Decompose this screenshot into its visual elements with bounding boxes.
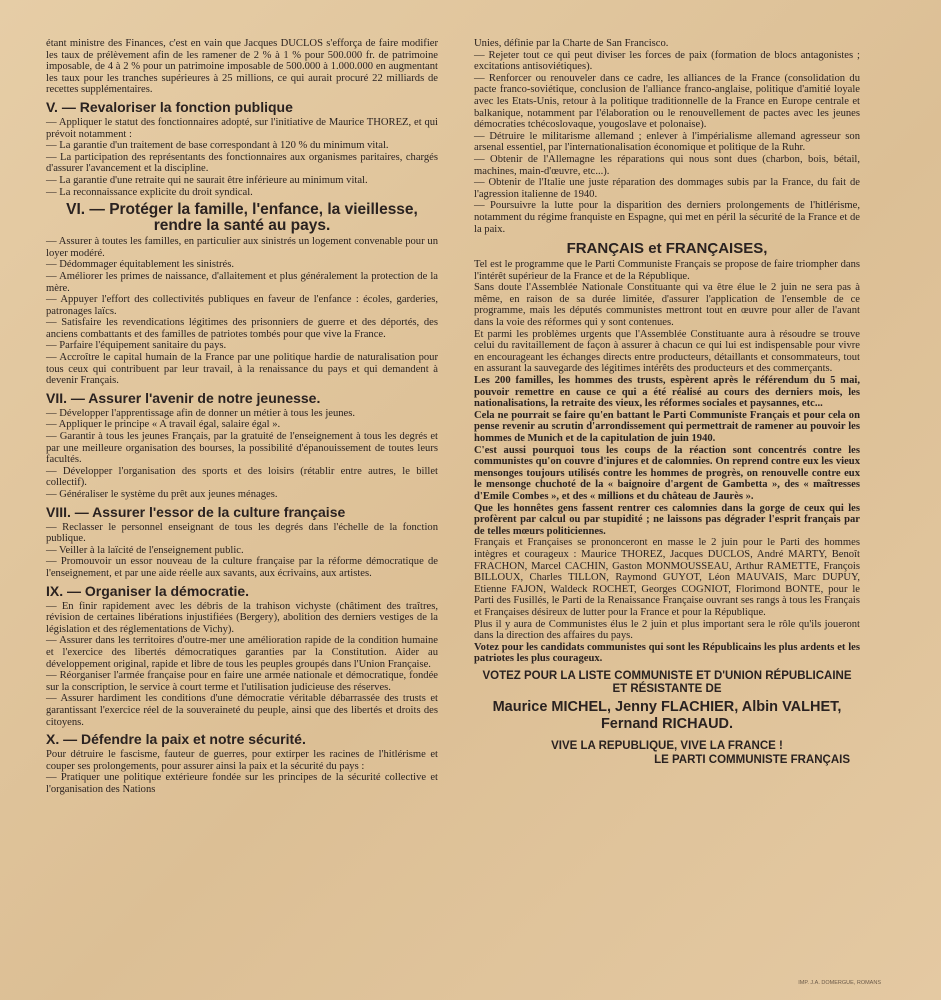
section-7-item: — Généraliser le système du prêt aux jeunes ménages. <box>46 489 278 500</box>
section-6-item: — Dédommager équitablement les sinistrés. <box>46 259 234 271</box>
bold-paragraph: Cela ne pourrait se faire qu'en battant le Parti Communiste Français et pour cela on pense revenir au scrutin d'arrondissement qui permettrait de ramener au pouvoir les hommes de Munich et de la capitulation de juin 1940. <box>474 409 860 444</box>
peace-item: — Obtenir de l'Italie une juste réparation des dommages subis par la France, du fait de l'agression italienne de 1940. <box>474 177 860 200</box>
section-5-item: — La participation des représentants des fonctionnaires aux organismes paritaires, chargés d'assurer l'avancement et la discipline. <box>46 151 438 175</box>
section-9-item: — En finir rapidement avec les débris de la trahison vichyste (châtiment des traîtres, révision de certaines libérations injustifiées (Bergery), abolition des derniers vestiges de la législation et des réglementations de Vichy). <box>46 600 438 635</box>
section-9-item: — Réorganiser l'armée française pour en faire une armée nationale et démocratique, fondée sur la conscription, le service à court terme et l'utilisation judicieuse des réserves. <box>46 670 438 693</box>
section-9-item: — Assurer dans les territoires d'outre-mer une amélioration rapide de la condition humaine et l'exercice des libertés démocratiques garanties par la Constitution. Aider au développement original, rapide et libre de tous les peuples groupés dans l'Union Française. <box>46 635 438 670</box>
section-6-item: — Parfaire l'équipement sanitaire du pays. <box>46 340 227 352</box>
section-8-title: VIII. — Assurer l'essor de la culture française <box>46 503 346 520</box>
peace-item: — Détruire le militarisme allemand ; enlever à l'impérialisme allemand agresseur son arsenal essentiel, par l'internationalisation économique et politique de la Ruhr. <box>474 130 860 154</box>
candidate-names: Maurice MICHEL, Jenny FLACHIER, Albin VALHET, Fernand RICHAUD. <box>492 698 842 732</box>
section-6-title: VI. — Protéger la famille, l'enfance, la vieillesse, rendre la santé au pays. <box>66 201 418 235</box>
section-9-item: — Assurer hardiment les conditions d'une démocratie véritable débarrassée des trusts et garantissant l'exercice réel de la souveraineté du peuple, ainsi que des libertés et droits des citoyens. <box>46 693 438 728</box>
section-8-item: — Veiller à la laïcité de l'enseignement public. <box>46 544 244 556</box>
appeal-heading: FRANÇAIS et FRANÇAISES, <box>566 240 768 258</box>
section-6-item: — Satisfaire les revendications légitimes des prisonniers de guerre et des déportés, des anciens combattants et des familles de patriotes tombés pour que vive la France. <box>46 317 438 340</box>
section-10-item: Pour détruire le fascisme, fauteur de guerres, pour extirper les racines de l'hitlérisme et couper ses prolongements, pour assurer ainsi la paix et la sécurité du pays : <box>46 749 438 772</box>
vote-paragraph: Votez pour les candidats communistes qui sont les Républicains les plus ardents et les patriotes les plus courageux. <box>474 641 860 665</box>
section-10-title: X. — Défendre la paix et notre sécurité. <box>46 731 306 748</box>
bold-paragraph: Que les honnêtes gens fassent rentrer ces calomnies dans la gorge de ceux qui les profèrent par calcul ou par stupidité ; ne laissons pas dégrader l'esprit français par de telles mœurs politiciennes. <box>474 502 860 537</box>
peace-item: — Obtenir de l'Allemagne les réparations qui nous sont dues (charbon, bois, bétail, machines, main-d'œuvre, etc...). <box>474 153 860 177</box>
printer-imprint: IMP. J.A. DOMERGUE, ROMANS <box>798 980 881 986</box>
section-8-item: — Reclasser le personnel enseignant de tous les degrés dans l'échelle de la fonction publique. <box>46 521 438 545</box>
peace-item: — Rejeter tout ce qui peut diviser les forces de paix (formation de blocs antagonistes ; excitations antisoviétiques). <box>474 49 860 73</box>
appeal-paragraph: Et parmi les problèmes urgents que l'Assemblée Constituante aura à résoudre se trouve celui du ravitaillement de façon à assurer à chacun ce qui lui est indispensable pour vivre en encourageant les échanges directs entre producteurs, détaillants et consommateurs, tout en assurant la sauvegarde des légitimes intérêts des producteurs et des commerçants. <box>474 328 860 375</box>
section-7-item: — Garantir à tous les jeunes Français, par la gratuité de l'enseignement à tous les degrés et par une meilleure organisation des bourses, la possibilité d'épanouissement de toutes leurs facultés. <box>46 431 438 466</box>
section-7-item: — Développer l'organisation des sports et des loisirs (rétablir entre autres, le billet collectif). <box>46 465 438 489</box>
peace-item: — Poursuivre la lutte pour la disparition des derniers prolongements de l'hitlérisme, notamment du régime franquiste en Espagne, qui met en péril la sécurité de la France et de la paix. <box>474 200 860 235</box>
section-6-item: — Accroître le capital humain de la France par une politique hardie de naturalisation pour tous ceux qui contribuent par leur travail, à la renaissance du pays et qui demandent à devenir Français. <box>46 352 438 387</box>
section-5-item: — La reconnaissance explicite du droit syndical. <box>46 186 253 198</box>
party-signature: LE PARTI COMMUNISTE FRANÇAIS <box>654 753 850 766</box>
section-6-item: — Appuyer l'effort des collectivités publiques en faveur de l'enfance : écoles, garderies, patronages laïcs. <box>46 294 438 317</box>
section-7-item: — Développer l'apprentissage afin de donner un métier à tous les jeunes. <box>46 407 356 419</box>
peace-item: — Renforcer ou renouveler dans ce cadre, les alliances de la France (consolidation du pacte franco-soviétique, conclusion de l'alliance franco-anglaise, politique d'amitié loyale avec les Etats-Unis, retour à la politique traditionnelle de la France en Europe centrale et balkanique, notamment par l'élaboration ou le renouvellement de pactes avec les jeunes démocraties tchécoslovaque, yougoslave et polonaise). <box>474 72 860 131</box>
candidates-paragraph: Français et Françaises se prononceront en masse le 2 juin pour le Parti des hommes intègres et courageux : Maurice THOREZ, Jacques DUCLOS, André MARTY, Benoît FRACHON, Marcel CACHIN, Gaston MONMOUSSEAU, Arthur RAMETTE, François BILLOUX, Charles TILLON, Raymond GUYOT, Léon MAUVAIS, Marc DUPUY, Etienne FAJON, Waldeck ROCHET, Georges COGNIOT, Florimond BONTE, pour le Parti des Fusillés, le Parti de la Renaissance Française ouvrant ses rangs à tous les Français et Françaises désireux de lutter pour la France et pour la République. <box>474 537 860 618</box>
section-6-item: — Assurer à toutes les familles, en particulier aux sinistrés un logement convenable pour un loyer modéré. <box>46 236 438 259</box>
section-7-item: — Appliquer le principe « A travail égal, salaire égal ». <box>46 419 281 431</box>
section-10-item: — Pratiquer une politique extérieure fondée sur les principes de la sécurité collective et l'organisation des Nations <box>46 772 438 795</box>
bold-paragraph: Les 200 familles, les hommes des trusts, espèrent après le référendum du 5 mai, pouvoir remettre en cause ce qui a été réalisé au cours des derniers mois, les nationalisations, la retraite des vieux, les réformes sociales et paysannes, etc... <box>474 375 860 410</box>
section-5-item: — Appliquer le statut des fonctionnaires adopté, sur l'initiative de Maurice THOREZ, et qui prévoit notamment : <box>46 116 438 140</box>
section-8-item: — Promouvoir un essor nouveau de la culture française par la réforme démocratique de l'enseignement, et par une aide réelle aux savants, aux écrivains, aux artistes. <box>46 556 438 579</box>
section-9-title: IX. — Organiser la démocratie. <box>46 582 250 599</box>
section-5-item: — La garantie d'un traitement de base correspondant à 120 % du minimum vital. <box>46 140 389 152</box>
section-6-item: — Améliorer les primes de naissance, d'allaitement et plus généralement la protection de la mère. <box>46 270 438 294</box>
section-7-title: VII. — Assurer l'avenir de notre jeunesse. <box>46 389 321 406</box>
left-column <box>46 38 438 795</box>
continuation-text: Unies, définie par la Charte de San Francisco. <box>474 38 669 49</box>
section-5-item: — La garantie d'une retraite qui ne saurait être inférieure au minimum vital. <box>46 174 368 186</box>
appeal-paragraph: Tel est le programme que le Parti Communiste Français se propose de faire triompher dans l'intérêt supérieur de la France et de la République. <box>474 259 860 282</box>
bold-paragraph: C'est aussi pourquoi tous les coups de la réaction sont concentrés contre les communistes qu'on couvre d'injures et de calomnies. On reprend contre eux les vieux mensonges toujours utilisés contre les hommes de progrès, on renouvelle contre eux le mensonge chuchoté de la « baignoire d'argent de Gambetta », des « maîtresses d'Emile Combes », et des « millions et du château de Jaurès ». <box>474 444 860 502</box>
section-5-title: V. — Revaloriser la fonction publique <box>46 98 293 115</box>
appeal-paragraph: Sans doute l'Assemblée Nationale Constituante qui va être élue le 2 juin ne sera pas à même, en raison de sa durée limitée, d'assurer l'application de l'ensemble de ce programme, mais les députés communistes mettront tout en œuvre pour aller de l'avant dans la voie des réformes qui y sont contenues. <box>474 282 860 329</box>
closing-paragraph: Plus il y aura de Communistes élus le 2 juin et plus important sera le rôle qu'ils joueront dans la direction des affaires du pays. <box>474 618 860 642</box>
slogan: VIVE LA REPUBLIQUE, VIVE LA FRANCE ! <box>551 739 783 752</box>
vote-list-line: VOTEZ POUR LA LISTE COMMUNISTE ET D'UNION RÉPUBLICAINE ET RÉSISTANTE DE <box>482 669 852 695</box>
right-column <box>474 38 860 767</box>
intro-paragraph: étant ministre des Finances, c'est en vain que Jacques DUCLOS s'efforça de faire modifier les taux de prélèvement afin de les ramener de 2 % à 1 % pour 500.000 fr. de patrimoine imposable, de 4 à 2 % pour un patrimoine imposable de 500.000 à 1.000.000 en augmentant les taux pour les tranches supérieures à 25 millions, ce qui aurait procuré 22 milliards de recettes supplémentaires. <box>46 38 438 96</box>
